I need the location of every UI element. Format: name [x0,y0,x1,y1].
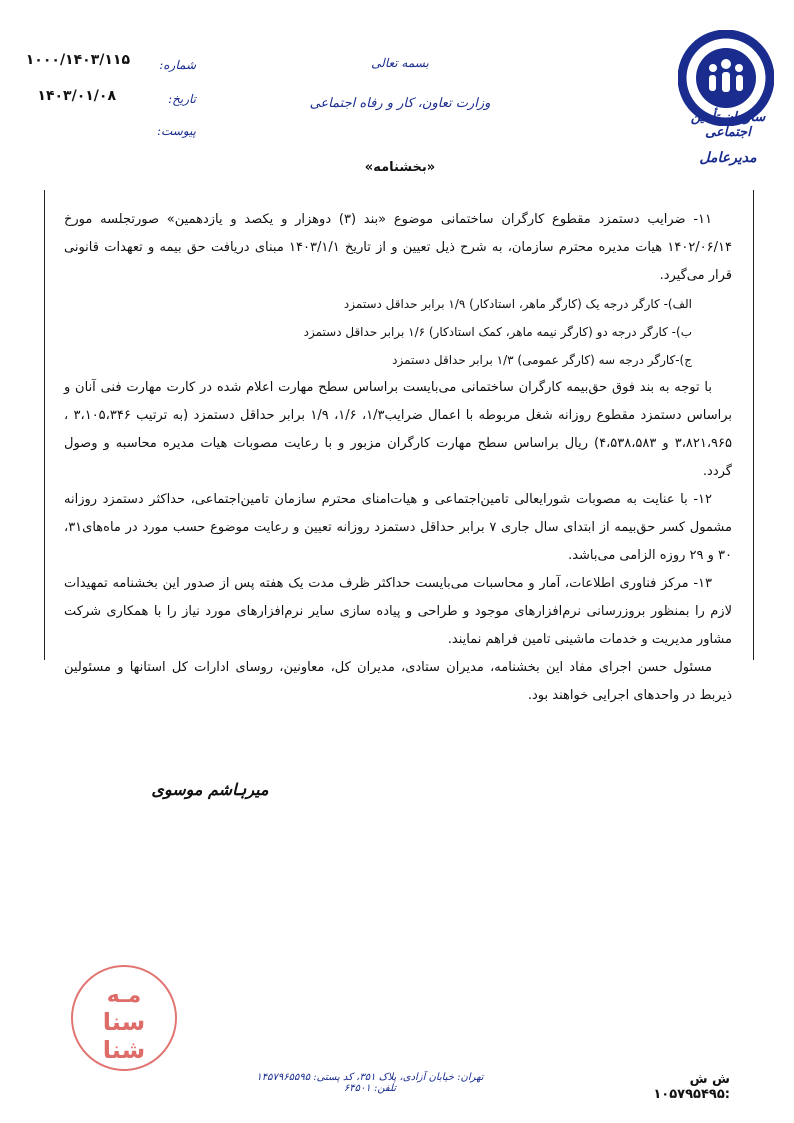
paragraph-13: ۱۳- مرکز فناوری اطلاعات، آمار و محاسبات می‌بایست حداکثر ظرف مدت یک هفته پس از صدور این بخشنامه تمهیدات لازم را بمنظور بروزرسانی نرم‌افزارهای موجود و طراحی و پیاده سازی سایر نرم‌افزارهای مورد نیاز را با همکاری شرکت مشاور مدیریت و خدمات ماشینی تامین فراهم نمایند. [64,576,732,647]
paragraph-11: ۱۱- ضرایب دستمزد مقطوع کارگران ساختمانی موضوع «بند (۳) دوهزار و یکصد و یازدهمین» صورتجلسه مورخ ۱۴۰۲/۰۶/۱۴ هیات مدیره محترم سازمان، به شرح ذیل تعیین و از تاریخ ۱۴۰۳/۱/۱ مبنای دریافت حق بیمه و تعهدات قانونی قرار می‌گیرد. [64,212,732,283]
number-value: ۱۰۰۰/۱۴۰۳/۱۱۵ [25,52,130,68]
department-title: مدیرعامل [699,150,757,166]
ministry-name: وزارت تعاون، کار و رفاه اجتماعی [309,96,491,111]
stamp-line-3: شنا [102,1036,146,1064]
date-value: ۱۴۰۳/۰۱/۰۸ [37,88,116,104]
paragraph-responsibility: مسئول حسن اجرای مفاد این بخشنامه، مدیران ستادی، مدیران کل، معاونین، روسای ادارات کل استانها و مسئولین ذیربط در واحدهای اجرایی خواهند بود. [64,660,732,703]
watermark-stamp [68,962,180,1074]
paragraph-12: ۱۲- با عنایت به مصوبات شورایعالی تامین‌اجتماعی و هیات‌امنای محترم سازمان تامین‌اجتماعی، حداکثر دستمزد روزانه مشمول کسر حق‌بیمه از ابتدای سال جاری ۷ برابر حداقل دستمزد روزانه تعیین و رعایت موضوع حسب مورد در ماه‌های۳۱، ۳۰ و ۲۹ روزه الزامی می‌باشد. [64,492,732,563]
number-label: شماره: [159,58,196,72]
signature: میرہاشم موسوی [151,780,269,799]
date-label: تاریخ: [168,92,196,106]
stamp-line-2: سنا [102,1008,146,1036]
list-item-c: ج)-کارگر درجه سه (کارگر عمومی) ۱/۳ برابر حداقل دستمزد [392,353,692,367]
footer-id: ش ش :۱۰۵۷۹۵۴۹۵ [653,1072,730,1102]
document-body [64,206,732,710]
stamp-line-1: مـه [106,983,142,1008]
list-item-b: ب)- کارگر درجه دو (کارگر نیمه ماهر، کمک استادکار) ۱/۶ برابر حداقل دستمزد [303,325,692,339]
attachment-label: پیوست: [156,124,196,138]
org-name: سازمان تأمین اجتماعی [690,110,766,140]
list-item-a: الف)- کارگر درجه یک (کارگر ماهر، استادکار) ۱/۹ برابر حداقل دستمزد [343,297,692,311]
document-title: «بخشنامه» [364,160,436,175]
footer-address: تهران: خیابان آزادی، پلاک ۳۵۱، کد پستی: ۱۴۵۷۹۶۵۵۹۵ تلفن: ۶۴۵۰۱ [256,1072,484,1094]
stamp-seal-icon [68,962,180,1074]
bismillah: بسمه تعالی [371,56,429,70]
paragraph-11-continued: با توجه به بند فوق حق‌بیمه کارگران ساختمانی می‌بایست براساس سطح مهارت اعلام شده در کارت مهارت فنی آنان و براساس دستمزد مقطوع روزانه شغل مربوطه با اعمال ضرایب۱/۳، ۱/۶، ۱/۹ برابر حداقل دستمزد (به ترتیب ۳،۱۰۵،۳۴۶ ، ۳،۸۲۱،۹۶۵ و ۴،۵۳۸،۵۸۳) ریال براساس سطح مهارت کارگران مزبور و با رعایت مصوبات هیات مدیره محاسبه و وصول گردد. [64,380,732,479]
